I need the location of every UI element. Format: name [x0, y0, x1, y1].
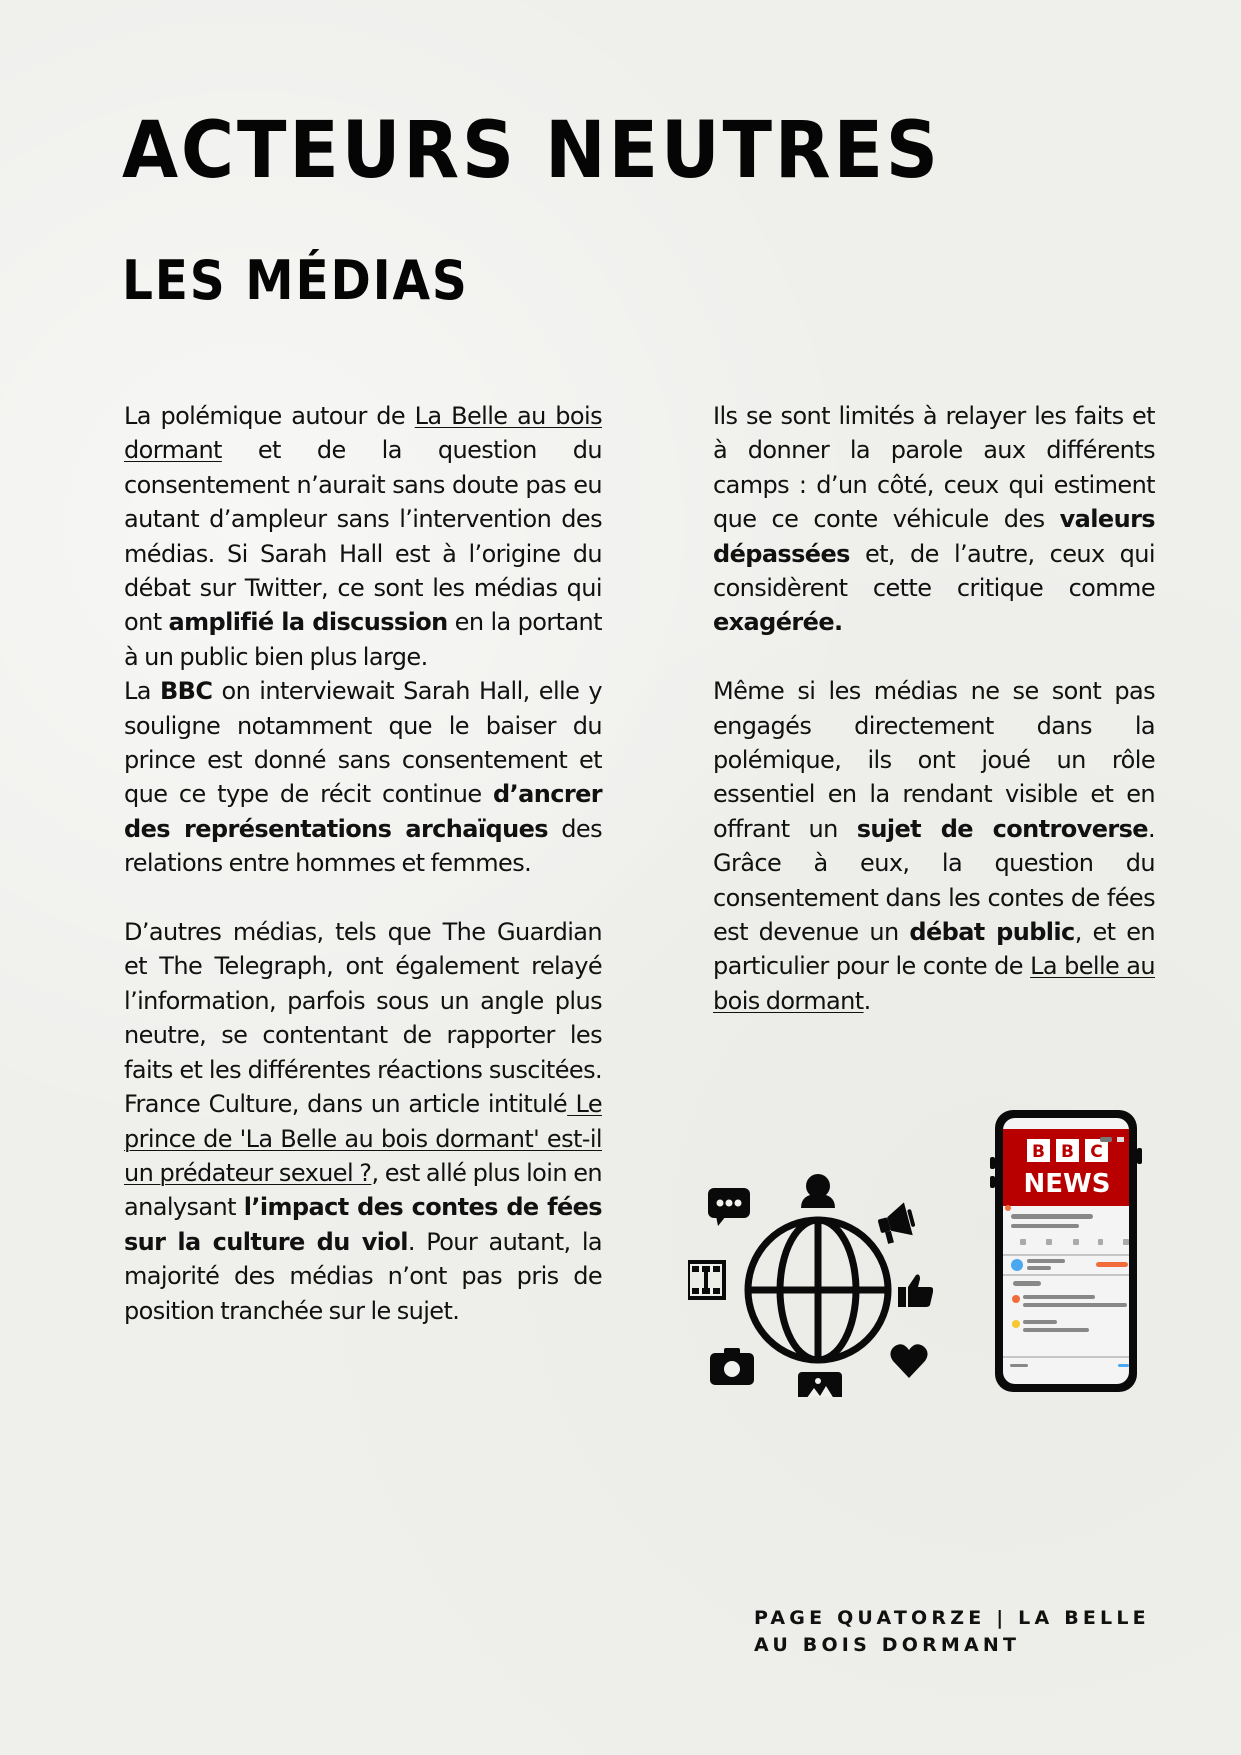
film-icon	[688, 1262, 724, 1298]
placeholder-line	[1023, 1303, 1127, 1307]
left-column	[124, 399, 602, 1328]
emphasis: d’ancrer des représentations archaïques	[124, 780, 602, 843]
chat-bubble-icon	[708, 1188, 750, 1226]
text: en la portant à un public bien plus large.	[124, 608, 602, 671]
emphasis: amplifié la discussion	[168, 608, 448, 637]
paragraph-relay	[713, 399, 1155, 640]
text: Ils se sont limités à relayer les faits et à donner la parole aux différents camps : d’un côté, ceux qui estiment que ce conte véhicule des	[713, 402, 1155, 534]
paragraph-gap	[713, 640, 1155, 674]
phone-side-button	[1137, 1148, 1142, 1164]
bbc-letter: B	[1032, 1142, 1045, 1162]
megaphone-icon	[875, 1201, 918, 1245]
text: et de la question du consentement n’aurait sans doute pas eu autant d’ampleur sans l’intervention des médias. Si Sarah Hall est à l’origine du débat sur Twitter, ce sont les médias qui ont	[124, 436, 602, 637]
user-icon	[801, 1174, 835, 1208]
phone-side-button	[990, 1176, 995, 1188]
text: et, de l’autre, ceux qui considèrent cette critique comme	[713, 539, 1155, 603]
progress-dot	[1005, 1205, 1011, 1211]
paragraph-gap	[124, 881, 602, 915]
dislike-icon	[1046, 1239, 1052, 1245]
share-icon	[1073, 1239, 1079, 1245]
text: .	[863, 986, 871, 1015]
comment-avatar	[1012, 1320, 1020, 1328]
emphasis: sujet de controverse	[856, 814, 1148, 843]
text: , est allé plus loin en analysant	[124, 1158, 602, 1222]
paragraph-intro	[124, 399, 602, 674]
social-media-globe-illustration	[688, 1152, 933, 1397]
placeholder-line	[1011, 1214, 1093, 1219]
channel-avatar	[1011, 1259, 1023, 1271]
title-reference-link: La belle au bois dormant	[713, 952, 1156, 1015]
heart-icon	[890, 1344, 927, 1378]
bbc-news-word: NEWS	[1023, 1169, 1111, 1199]
bbc-logo	[1024, 1139, 1111, 1199]
thumbs-up-icon	[898, 1275, 933, 1308]
download-icon	[1098, 1239, 1103, 1245]
paragraph-conclusion	[713, 674, 1155, 1018]
paragraph-other-media	[124, 915, 602, 1328]
right-column	[713, 399, 1155, 1018]
subscribe-button-shape	[1096, 1262, 1128, 1267]
smartphone-bbc-news-illustration	[990, 1106, 1142, 1398]
text: on interviewait Sarah Hall, elle y souligne notamment que le baiser du prince est donné sans consentement et que ce type de récit continue	[124, 677, 602, 809]
article-title-link: Le prince de 'La Belle au bois dormant' est-il un prédateur sexuel ?	[124, 1090, 602, 1187]
placeholder-line	[1023, 1328, 1089, 1332]
placeholder-line	[1023, 1320, 1057, 1324]
emphasis: BBC	[159, 677, 213, 706]
emphasis: l’impact des contes de fées sur la culture du viol	[124, 1193, 602, 1256]
text: Même si les médias ne se sont pas engagés directement dans la polémique, ils ont joué un rôle essentiel en la rendant visible et en offrant un	[713, 677, 1155, 843]
placeholder-line	[1027, 1259, 1065, 1263]
cc-icon	[1117, 1137, 1124, 1142]
title-reference-link: La Belle au bois dormant	[124, 402, 602, 465]
placeholder-line	[1023, 1295, 1095, 1299]
paragraph-bbc	[124, 674, 602, 880]
text: . Pour autant, la majorité des médias n’ont pas pris de position tranchée sur le sujet.	[124, 1227, 602, 1325]
placeholder-line	[1027, 1266, 1051, 1270]
placeholder-line	[1013, 1281, 1041, 1286]
page-footer: PAGE QUATORZE | LA BELLE AU BOIS DORMANT	[754, 1607, 1150, 1656]
save-icon	[1123, 1239, 1129, 1245]
text: , et en particulier pour le conte de	[713, 918, 1155, 981]
text: D’autres médias, tels que The Guardian et The Telegraph, ont également relayé l’information, parfois sous un angle plus neutre, se contentant de rapporter les faits et les différentes réactions suscitées. France Culture, dans un article intitulé	[124, 918, 602, 1119]
emphasis: exagérée.	[713, 608, 843, 637]
emphasis: débat public	[909, 918, 1075, 947]
emphasis: valeurs dépassées	[713, 505, 1155, 568]
camera-icon	[710, 1348, 754, 1385]
placeholder-line	[1011, 1224, 1079, 1228]
phone-side-button	[990, 1157, 995, 1169]
comment-avatar	[1012, 1295, 1020, 1303]
phone-svg	[990, 1106, 1142, 1398]
globe-svg	[688, 1152, 933, 1397]
text: La	[124, 677, 160, 706]
placeholder-line	[1010, 1364, 1028, 1367]
page-title: ACTEURS NEUTRES	[122, 106, 941, 196]
text: des relations entre hommes et femmes.	[124, 814, 602, 878]
image-icon	[798, 1372, 842, 1397]
text: La polémique autour de	[124, 402, 415, 430]
pause-icon	[1100, 1137, 1112, 1142]
globe-icon	[748, 1220, 888, 1360]
bbc-letter: B	[1061, 1142, 1074, 1162]
like-icon	[1020, 1239, 1026, 1245]
bbc-letter: C	[1090, 1142, 1103, 1162]
text: . Grâce à eux, la question du consentement dans les contes de fées est devenue un	[713, 814, 1156, 947]
placeholder-line	[1118, 1364, 1129, 1367]
section-subtitle: LES MÉDIAS	[122, 249, 469, 312]
